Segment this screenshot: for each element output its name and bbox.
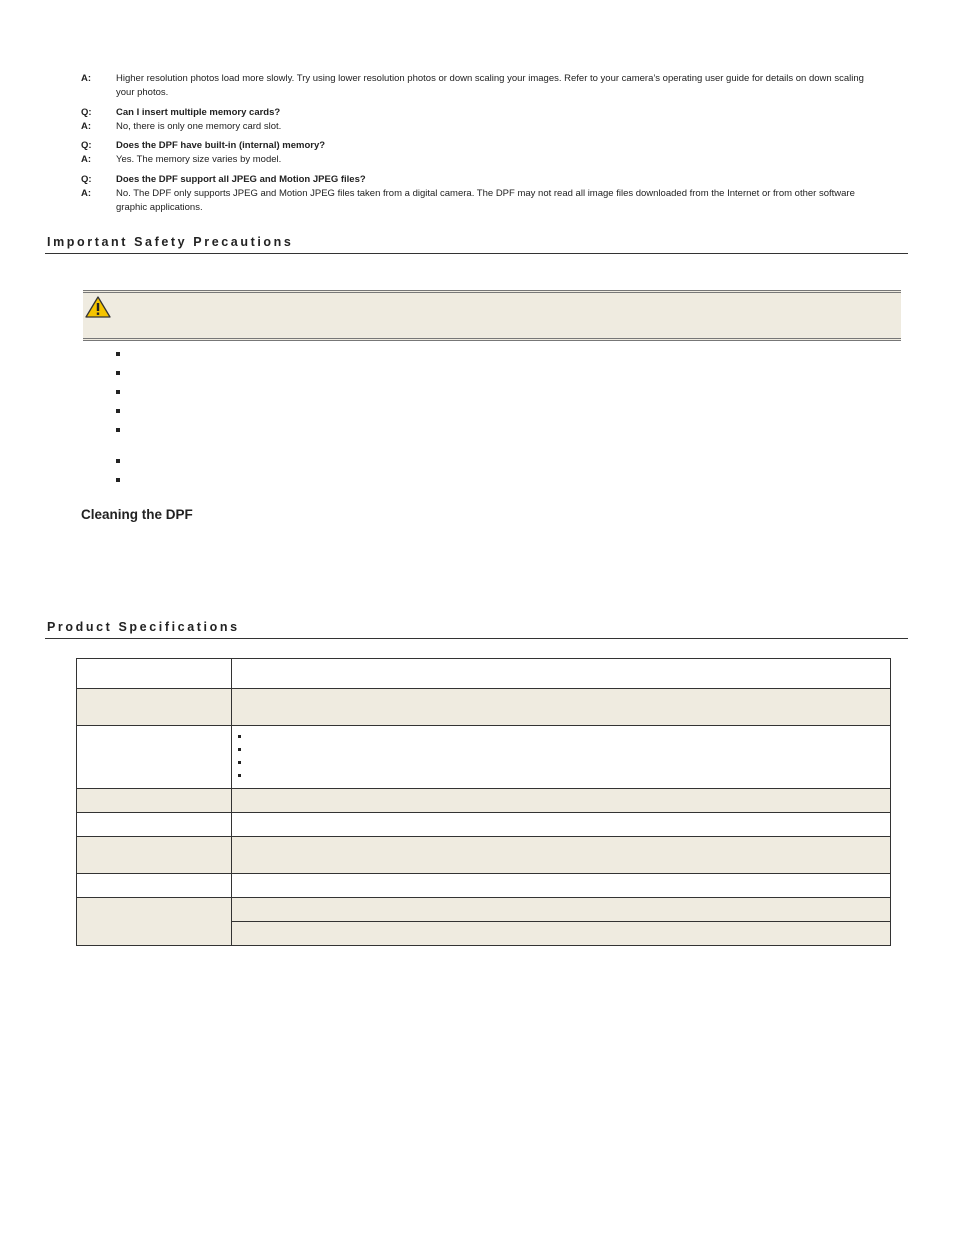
safety-section-rule [45, 253, 908, 254]
list-bullet [116, 390, 120, 394]
answer-label: A: [81, 188, 92, 199]
question-text: Can I insert multiple memory cards? [116, 107, 281, 118]
question-label: Q: [81, 174, 92, 185]
table-row [77, 874, 891, 898]
table-cell [77, 898, 232, 946]
list-bullet [238, 735, 241, 738]
list-bullet [116, 371, 120, 375]
table-row [77, 659, 891, 689]
question-text: Does the DPF have built-in (internal) memory? [116, 140, 326, 151]
table-row [77, 813, 891, 837]
table-cell [232, 874, 891, 898]
table-cell [77, 689, 232, 726]
list-bullet [238, 761, 241, 764]
faq-answer-2 [81, 153, 881, 167]
faq-question-1 [81, 106, 881, 120]
faq-answer-0 [81, 72, 881, 100]
answer-label: A: [81, 154, 92, 165]
safety-section-title: Important Safety Precautions [47, 235, 294, 249]
faq-section [81, 72, 881, 215]
answer-text: No, there is only one memory card slot. [116, 121, 282, 132]
table-row [77, 726, 891, 789]
table-cell [232, 726, 891, 789]
list-bullet [116, 409, 120, 413]
list-bullet [238, 748, 241, 751]
list-bullet [116, 459, 120, 463]
faq-answer-3 [81, 187, 881, 215]
table-cell [77, 837, 232, 874]
question-label: Q: [81, 107, 92, 118]
table-cell [232, 813, 891, 837]
cleaning-heading: Cleaning the DPF [81, 507, 193, 522]
table-row [77, 898, 891, 922]
table-cell [77, 789, 232, 813]
specifications-table [76, 658, 891, 946]
table-cell [232, 922, 891, 946]
table-cell [77, 874, 232, 898]
faq-question-2 [81, 139, 881, 153]
list-bullet [116, 352, 120, 356]
faq-question-3 [81, 173, 881, 187]
specs-section-rule [45, 638, 908, 639]
table-row [77, 689, 891, 726]
list-bullet [238, 774, 241, 777]
list-bullet [116, 478, 120, 482]
specs-section-title: Product Specifications [47, 620, 240, 634]
table-cell [232, 659, 891, 689]
warning-box [83, 290, 901, 341]
list-bullet [116, 428, 120, 432]
table-cell [77, 659, 232, 689]
table-cell [77, 813, 232, 837]
table-cell [77, 726, 232, 789]
table-cell [232, 837, 891, 874]
answer-label: A: [81, 121, 92, 132]
table-row [77, 837, 891, 874]
table-cell [232, 689, 891, 726]
faq-answer-1 [81, 120, 881, 134]
table-cell [232, 789, 891, 813]
answer-text: Higher resolution photos load more slowly. Try using lower resolution photos or down scaling your images. Refer to your camera’s operating user guide for details on down scaling your photos. [116, 73, 864, 98]
answer-label: A: [81, 73, 92, 84]
answer-text: No. The DPF only supports JPEG and Motion JPEG files taken from a digital camera. The DPF may not read all image files downloaded from the Internet or from other software graphic applications. [116, 188, 855, 213]
spec-bullet-list [232, 727, 890, 788]
answer-text: Yes. The memory size varies by model. [116, 154, 282, 165]
table-cell [232, 898, 891, 922]
table-row [77, 789, 891, 813]
question-label: Q: [81, 140, 92, 151]
warning-triangle-icon [85, 296, 111, 323]
question-text: Does the DPF support all JPEG and Motion JPEG files? [116, 174, 366, 185]
